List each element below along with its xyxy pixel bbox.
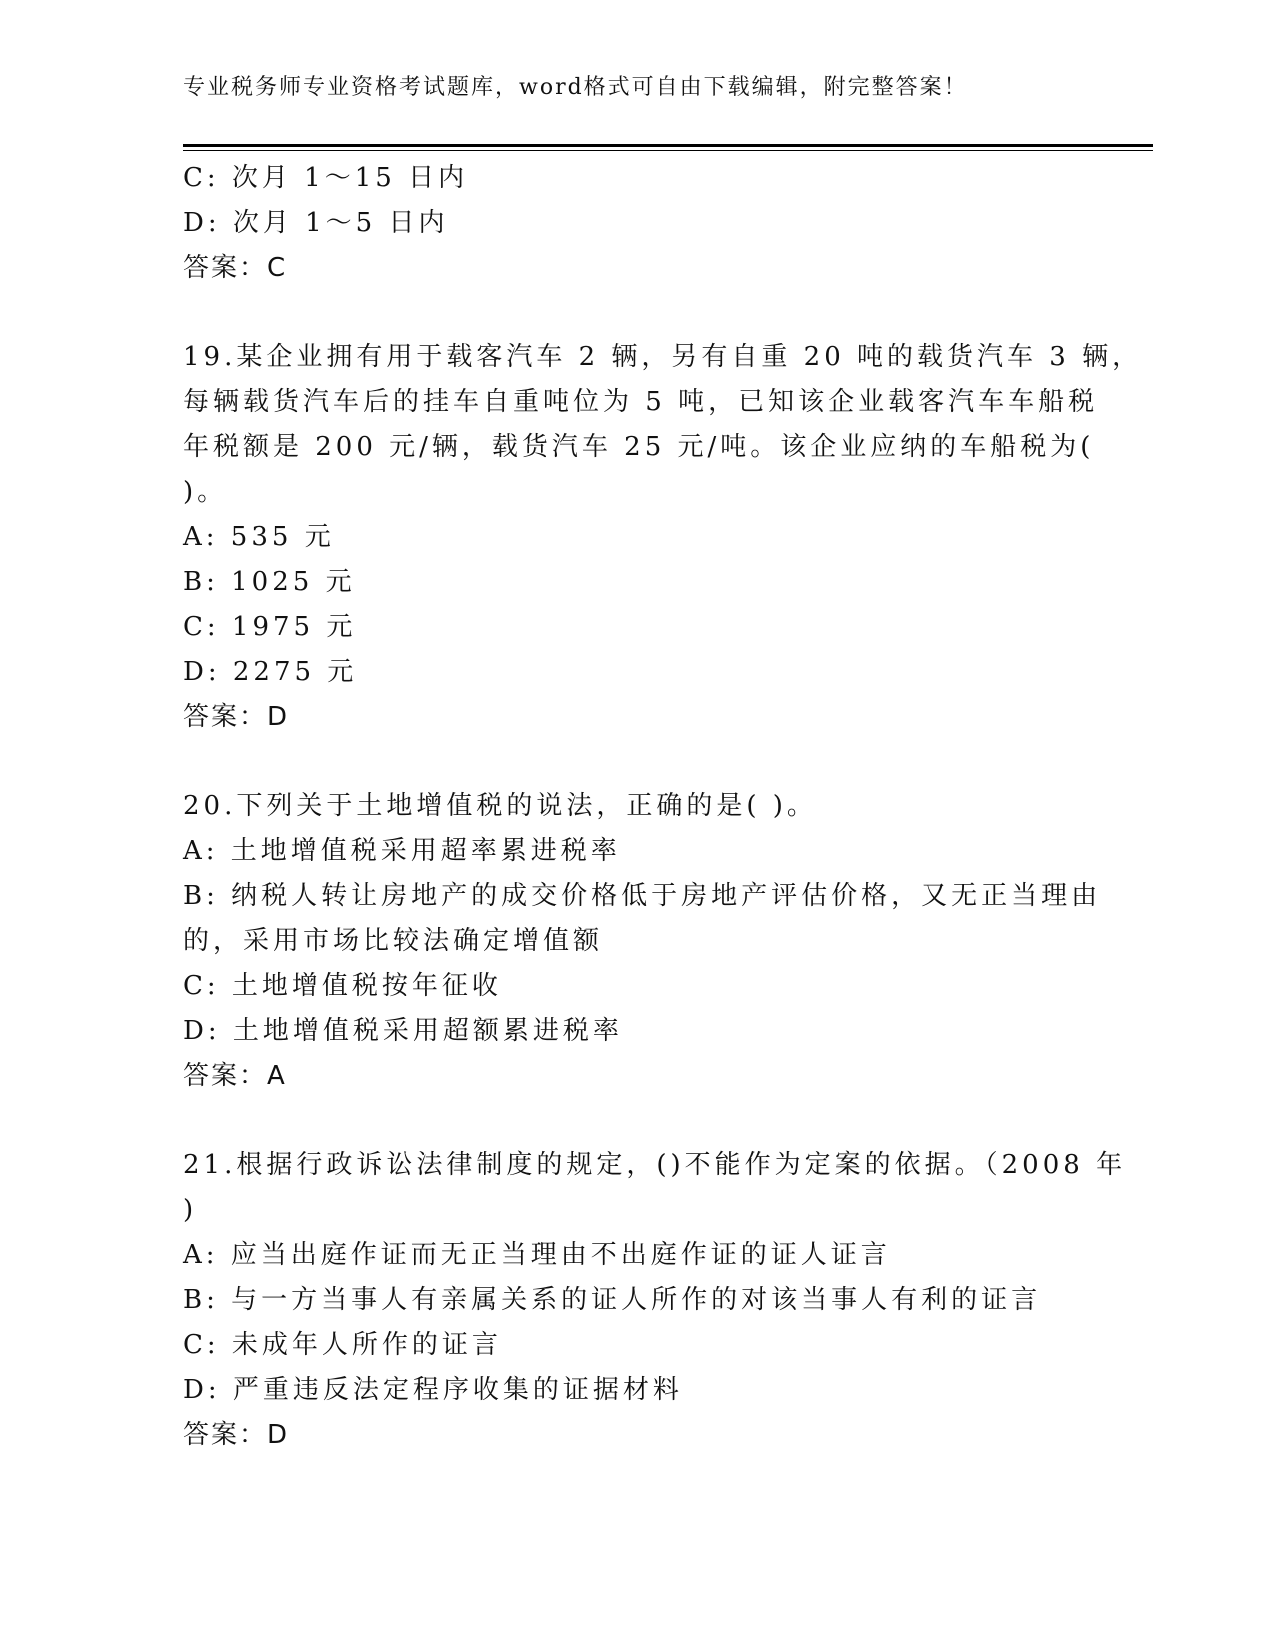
answer: 答案：C (183, 253, 288, 283)
option-c: C: 1975 元 (183, 612, 357, 642)
answer: 答案：D (183, 1420, 290, 1450)
option-d: D: 次月 1～5 日内 (183, 208, 449, 238)
option-a: A: 应当出庭作证而无正当理由不出庭作证的证人证言 (183, 1240, 891, 1270)
header-rule-thick (183, 144, 1153, 147)
option-d: D: 土地增值税采用超额累进税率 (183, 1016, 623, 1046)
option-c: C: 次月 1～15 日内 (183, 163, 469, 193)
question-block-prev (183, 156, 1083, 291)
question-text-line: 20.下列关于土地增值税的说法，正确的是( )。 (183, 791, 817, 821)
option-d: D: 2275 元 (183, 657, 358, 687)
option-b: B: 与一方当事人有亲属关系的证人所作的对该当事人有利的证言 (183, 1285, 1042, 1315)
question-text-line: 21.根据行政诉讼法律制度的规定，()不能作为定案的依据。（2008 年 (183, 1150, 1127, 1180)
question-block-20 (183, 784, 1102, 1099)
option-a: A: 土地增值税采用超率累进税率 (183, 836, 621, 866)
page-header: 专业税务师专业资格考试题库，word格式可自由下载编辑，附完整答案！ (183, 75, 968, 100)
question-text-line: 每辆载货汽车后的挂车自重吨位为 5 吨，已知该企业载客汽车车船税 (183, 387, 1099, 417)
option-d: D: 严重违反法定程序收集的证据材料 (183, 1375, 683, 1405)
document-body (183, 156, 1143, 1458)
answer: 答案：D (183, 702, 290, 732)
option-b-continued: 的，采用市场比较法确定增值额 (183, 926, 604, 956)
answer: 答案：A (183, 1061, 287, 1091)
question-text-line: )。 (183, 477, 228, 507)
option-b: B: 1025 元 (183, 567, 356, 597)
option-a: A: 535 元 (183, 522, 335, 552)
question-text-line: 19.某企业拥有用于载客汽车 2 辆，另有自重 20 吨的载货汽车 3 辆， (183, 342, 1143, 372)
question-block-21 (183, 1143, 1127, 1458)
question-text-line: ) (183, 1195, 198, 1225)
option-b: B: 纳税人转让房地产的成交价格低于房地产评估价格，又无正当理由 (183, 881, 1102, 911)
question-block-19 (183, 335, 1143, 740)
option-c: C: 土地增值税按年征收 (183, 971, 502, 1001)
question-text-line: 年税额是 200 元/辆，载货汽车 25 元/吨。该企业应纳的车船税为( (183, 432, 1095, 462)
header-rule-thin (183, 150, 1153, 151)
option-c: C: 未成年人所作的证言 (183, 1330, 502, 1360)
